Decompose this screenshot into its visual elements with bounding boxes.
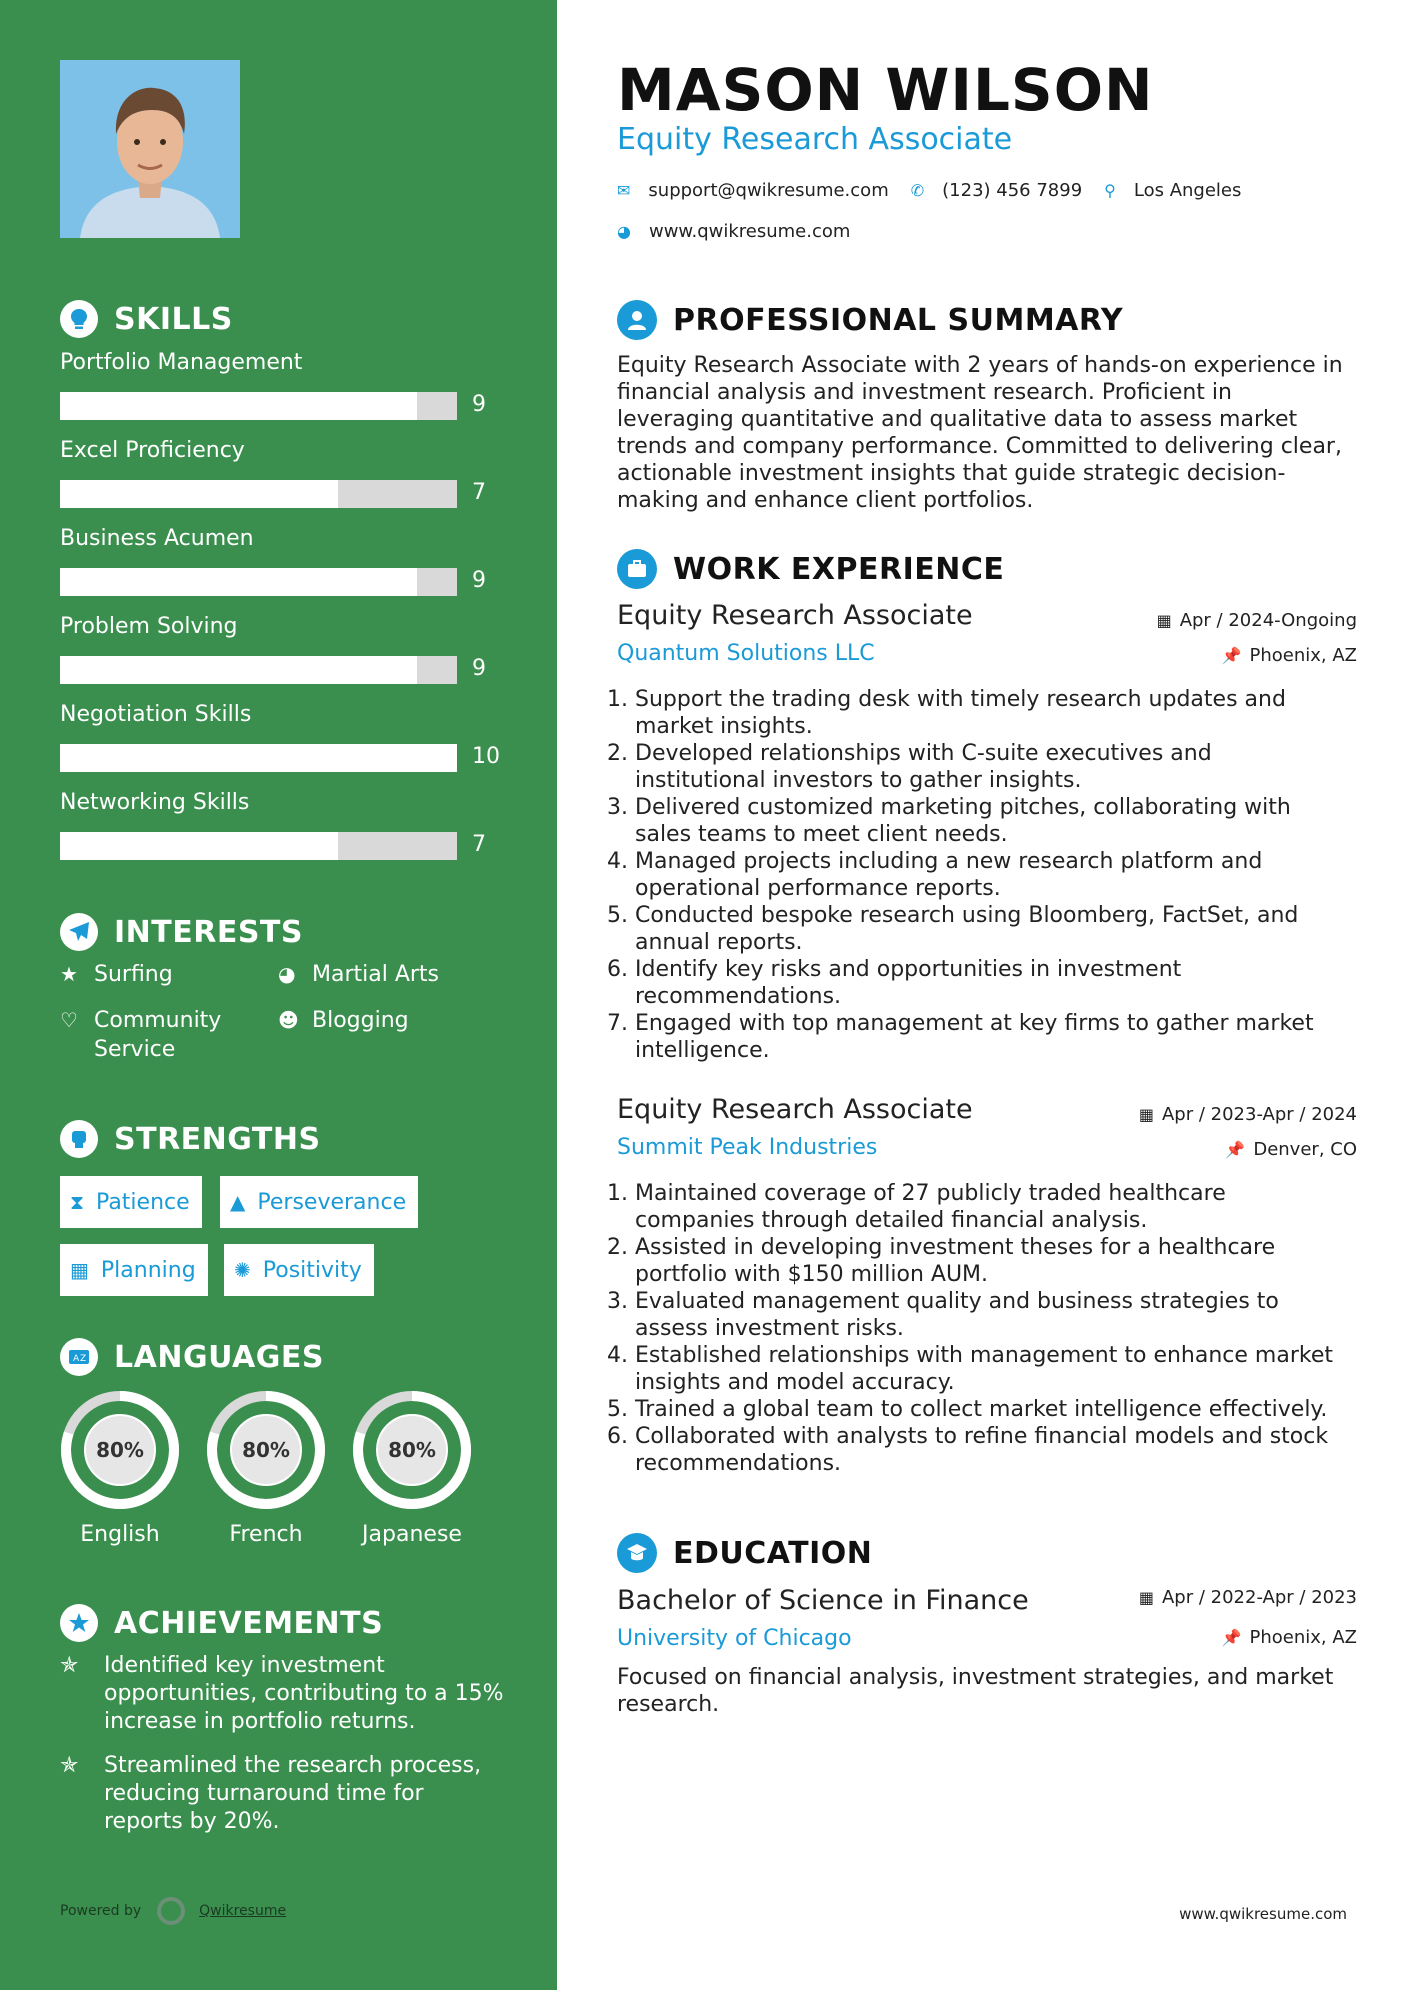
achievements-heading (60, 1604, 383, 1642)
education-text: Focused on financial analysis, investment strategies, and market research. (617, 1665, 1334, 1717)
skill-item (60, 614, 500, 702)
job-location-text: Phoenix, AZ (1249, 645, 1357, 666)
powered-by-label: Powered by (60, 1903, 142, 1919)
sun-icon: ✺ (234, 1258, 251, 1282)
profile-photo (60, 60, 240, 238)
strengths-heading (60, 1120, 321, 1158)
language-name: French (229, 1522, 303, 1547)
achievement-item (60, 1752, 504, 1836)
bullet-text: Support the trading desk with timely research updates and market insights. (635, 687, 1286, 739)
bullet-text: Collaborated with analysts to refine financial models and stock recommendations. (635, 1424, 1329, 1476)
skill-bar (60, 480, 457, 508)
bullet-text: Identify key risks and opportunities in investment recommendations. (635, 957, 1182, 1009)
skill-name: Business Acumen (60, 526, 254, 551)
bullet-text: Engaged with top management at key firms to gather market intelligence. (635, 1011, 1314, 1063)
skill-bar (60, 656, 457, 684)
calendar-icon: ▦ (70, 1258, 89, 1282)
experience-heading (617, 549, 1004, 589)
list-item: 4. Managed projects including a new research platform and operational performance reports. (607, 848, 1347, 902)
summary-title: PROFESSIONAL SUMMARY (673, 302, 1124, 338)
list-item: 1. Support the trading desk with timely research updates and market insights. (607, 686, 1347, 740)
skill-item (60, 350, 500, 438)
skill-name: Problem Solving (60, 614, 238, 639)
bullet-text: Evaluated management quality and business strategies to assess investment risks. (635, 1289, 1279, 1341)
job-dates (1157, 610, 1357, 631)
skills-list (60, 350, 500, 878)
list-item: 7. Engaged with top management at key firms to gather market intelligence. (607, 1010, 1347, 1064)
shooting-star-icon: ✯ (60, 1753, 79, 1778)
strength-label: Perseverance (257, 1189, 407, 1215)
skill-name: Excel Proficiency (60, 438, 245, 463)
paper-plane-icon (60, 913, 98, 951)
interest-label: Blogging (312, 1008, 409, 1033)
briefcase-icon (617, 549, 657, 589)
education-dates (1139, 1587, 1357, 1608)
language-ring (350, 1388, 474, 1512)
skill-bar (60, 392, 457, 420)
pushpin-icon: 📌 (1221, 646, 1242, 665)
pushpin-icon: 📌 (1225, 1140, 1246, 1159)
achievement-item (60, 1652, 504, 1736)
list-item: 5. Trained a global team to collect market intelligence effectively. (607, 1396, 1347, 1423)
list-item: 1. Maintained coverage of 27 publicly traded healthcare companies through detailed financial analysis. (607, 1180, 1347, 1234)
job-dates-text: Apr / 2024-Ongoing (1179, 610, 1357, 631)
shooting-star-icon: ✯ (60, 1653, 79, 1678)
strength-label: Patience (96, 1189, 190, 1215)
bullet-text: Assisted in developing investment theses for a healthcare portfolio with $150 million AUM. (635, 1235, 1276, 1287)
language-item (350, 1388, 474, 1547)
skill-bar (60, 832, 457, 860)
skill-value: 9 (472, 568, 486, 593)
strengths-title: STRENGTHS (114, 1121, 321, 1157)
achievement-text: Streamlined the research process, reducing turnaround time for reports by 20%. (104, 1753, 482, 1834)
candidate-name: MASON WILSON (617, 56, 1154, 124)
powered-by (60, 1897, 286, 1925)
main-content (607, 0, 1357, 1990)
language-name: Japanese (362, 1522, 462, 1547)
skill-bar-fill (60, 568, 417, 596)
language-item (204, 1388, 328, 1547)
school-name: University of Chicago (617, 1626, 852, 1651)
contact-phone (911, 180, 1082, 201)
interest-label: Community Service (94, 1008, 222, 1062)
calendar-icon: ▦ (1138, 1105, 1154, 1124)
strength-chip (60, 1176, 202, 1228)
powered-by-link[interactable]: Qwikresume (199, 1903, 287, 1919)
interest-item (278, 1006, 452, 1035)
users-icon: ☻ (278, 1008, 299, 1032)
road-icon: ▲ (230, 1190, 246, 1214)
bullet-text: Trained a global team to collect market intelligence effectively. (635, 1397, 1328, 1422)
list-item: 6. Collaborated with analysts to refine financial models and stock recommendations. (607, 1423, 1347, 1477)
skill-bar (60, 744, 457, 772)
job-bullets (607, 686, 1347, 1064)
map-pin-icon: ⚲ (1104, 181, 1116, 200)
job-location-text: Denver, CO (1253, 1139, 1357, 1160)
phone-icon: ✆ (910, 181, 925, 200)
job-title: Equity Research Associate (617, 600, 973, 631)
skill-bar-fill (60, 480, 338, 508)
star-icon: ★ (60, 962, 78, 986)
profile-photo-image (60, 60, 240, 238)
skill-item (60, 790, 500, 878)
skills-title: SKILLS (114, 301, 233, 337)
calendar-icon: ▦ (1156, 611, 1172, 630)
job-title: Equity Research Associate (617, 1094, 973, 1125)
job-bullets (607, 1180, 1347, 1477)
phone-text[interactable]: (123) 456 7899 (942, 180, 1083, 201)
skill-value: 7 (472, 480, 486, 505)
contact-row (617, 180, 1263, 201)
job-dates-text: Apr / 2023-Apr / 2024 (1161, 1104, 1357, 1125)
achievements-title: ACHIEVEMENTS (114, 1605, 384, 1641)
strength-label: Planning (100, 1257, 196, 1283)
skill-item (60, 526, 500, 614)
hourglass-icon: ⧗ (70, 1190, 85, 1214)
bullet-text: Developed relationships with C-suite executives and institutional investors to gather insights. (635, 741, 1212, 793)
skill-item (60, 438, 500, 526)
summary-heading (617, 300, 1123, 340)
handshake-icon: ♡ (60, 1008, 78, 1032)
list-item: 4. Established relationships with management to enhance market insights and model accuracy. (607, 1342, 1347, 1396)
skill-name: Negotiation Skills (60, 702, 252, 727)
location-text: Los Angeles (1133, 180, 1242, 201)
skill-bar-fill (60, 832, 338, 860)
degree-title: Bachelor of Science in Finance (617, 1585, 1029, 1616)
languages-heading (60, 1338, 324, 1376)
star-badge-icon (60, 1604, 98, 1642)
email-text[interactable]: support@qwikresume.com (648, 180, 889, 201)
education-location (1222, 1627, 1357, 1648)
bullet-text: Maintained coverage of 27 publicly traded healthcare companies through detailed financial analysis. (635, 1181, 1226, 1233)
contact-email (617, 180, 889, 201)
pushpin-icon: 📌 (1221, 1628, 1242, 1647)
envelope-icon: ✉ (617, 181, 631, 200)
experience-title: WORK EXPERIENCE (673, 551, 1005, 587)
bullet-text: Managed projects including a new research platform and operational performance reports. (635, 849, 1263, 901)
skill-item (60, 702, 500, 790)
languages-title: LANGUAGES (114, 1339, 324, 1375)
strength-label: Positivity (262, 1257, 362, 1283)
qwikresume-logo-icon (157, 1897, 185, 1925)
footer-website[interactable]: www.qwikresume.com (1179, 1905, 1347, 1923)
education-location-text: Phoenix, AZ (1249, 1627, 1357, 1648)
skill-value: 10 (472, 744, 500, 769)
contact-website (617, 221, 850, 242)
language-percent: 80% (96, 1438, 144, 1462)
globe-icon: ◕ (278, 962, 296, 986)
list-item: 2. Developed relationships with C-suite executives and institutional investors to gather insights. (607, 740, 1347, 794)
translate-icon (60, 1338, 98, 1376)
achievement-text: Identified key investment opportunities, contributing to a 15% increase in portfolio returns. (104, 1653, 504, 1734)
skills-heading (60, 300, 233, 338)
strength-chip (60, 1244, 208, 1296)
interest-label: Surfing (94, 962, 173, 987)
education-heading (617, 1533, 872, 1573)
interests-title: INTERESTS (114, 914, 303, 950)
job-dates (1139, 1104, 1357, 1125)
globe-icon: ◕ (617, 222, 631, 241)
user-icon (617, 300, 657, 340)
language-ring (58, 1388, 182, 1512)
graduate-icon (617, 1533, 657, 1573)
contact-location (1104, 180, 1241, 201)
bullet-text: Conducted bespoke research using Bloomberg, FactSet, and annual reports. (635, 903, 1299, 955)
interest-item (60, 1006, 234, 1064)
calendar-icon: ▦ (1138, 1588, 1154, 1607)
skill-bar-fill (60, 744, 457, 772)
job-company: Summit Peak Industries (617, 1135, 878, 1160)
job-company: Quantum Solutions LLC (617, 641, 875, 666)
list-item: 5. Conducted bespoke research using Bloomberg, FactSet, and annual reports. (607, 902, 1347, 956)
language-name: English (80, 1522, 160, 1547)
skill-value: 9 (472, 392, 486, 417)
interest-item (60, 960, 234, 989)
skill-name: Networking Skills (60, 790, 250, 815)
contact-row-website (617, 221, 872, 242)
svg-text:A: A (73, 1354, 80, 1364)
job-location (1222, 645, 1357, 666)
skill-bar-fill (60, 392, 417, 420)
language-percent: 80% (242, 1438, 290, 1462)
strength-chip (224, 1244, 374, 1296)
svg-text:Z: Z (80, 1354, 87, 1364)
interest-item (278, 960, 452, 989)
list-item: 6. Identify key risks and opportunities in investment recommendations. (607, 956, 1347, 1010)
skill-bar-fill (60, 656, 417, 684)
job-location (1225, 1139, 1357, 1160)
fist-icon (60, 1120, 98, 1158)
skill-value: 7 (472, 832, 486, 857)
interest-label: Martial Arts (312, 962, 440, 987)
skill-value: 9 (472, 656, 486, 681)
lightbulb-icon (60, 300, 98, 338)
skill-bar (60, 568, 457, 596)
education-title: EDUCATION (673, 1535, 873, 1571)
education-dates-text: Apr / 2022-Apr / 2023 (1161, 1587, 1357, 1608)
candidate-role: Equity Research Associate (617, 122, 1013, 157)
list-item: 2. Assisted in developing investment theses for a healthcare portfolio with $150 million AUM. (607, 1234, 1347, 1288)
strength-chip (220, 1176, 418, 1228)
sidebar (0, 0, 557, 1990)
language-ring (204, 1388, 328, 1512)
skill-name: Portfolio Management (60, 350, 303, 375)
bullet-text: Established relationships with management to enhance market insights and model accuracy. (635, 1343, 1333, 1395)
language-item (58, 1388, 182, 1547)
interests-heading (60, 913, 303, 951)
list-item: 3. Delivered customized marketing pitches, collaborating with sales teams to meet client needs. (607, 794, 1347, 848)
summary-text: Equity Research Associate with 2 years of hands-on experience in financial analysis and investment research. Proficient in leveraging quantitative and qualitative data to assess market trends and company performance. Committed to delivering clear, actionable investment insights that guide strategic decision-making and enhance client portfolios. (617, 353, 1343, 513)
language-percent: 80% (388, 1438, 436, 1462)
list-item: 3. Evaluated management quality and business strategies to assess investment risks. (607, 1288, 1347, 1342)
website-text[interactable]: www.qwikresume.com (648, 221, 851, 242)
bullet-text: Delivered customized marketing pitches, collaborating with sales teams to meet client needs. (635, 795, 1291, 847)
